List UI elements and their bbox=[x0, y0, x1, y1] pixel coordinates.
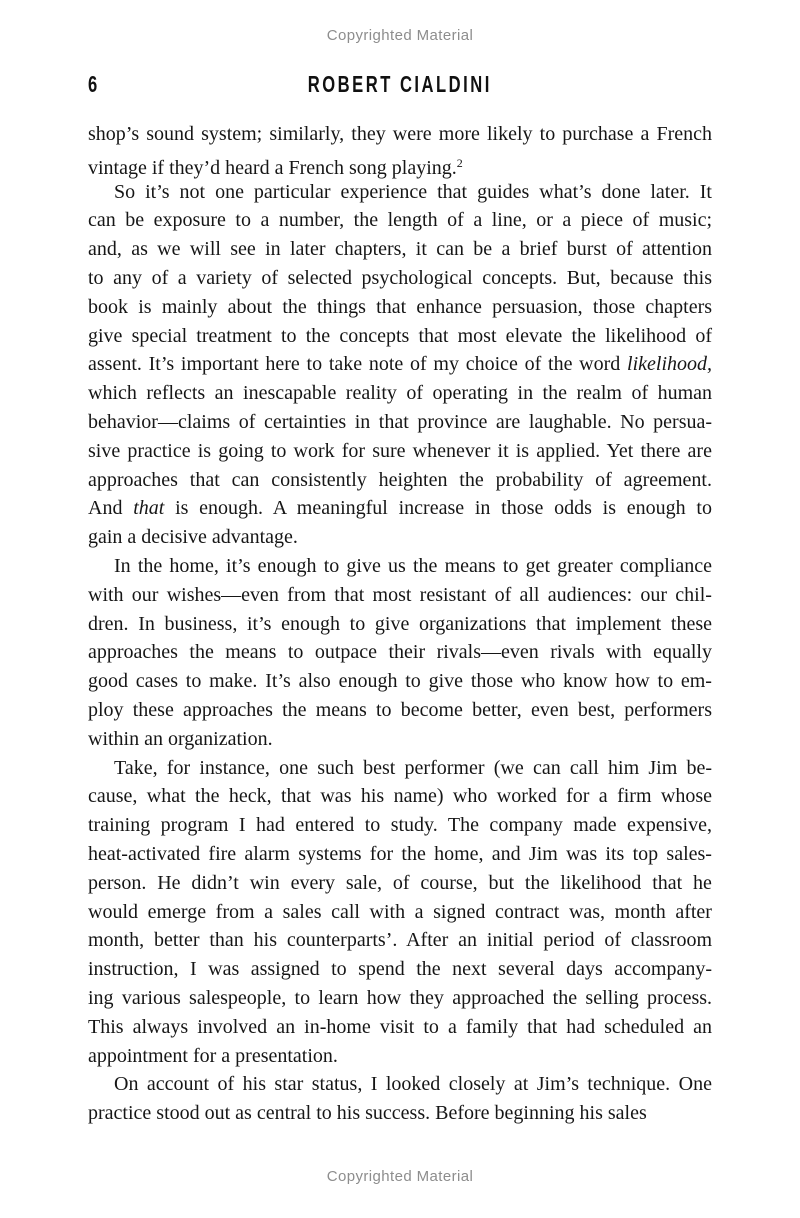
text-line bbox=[88, 178, 712, 207]
body-text bbox=[88, 120, 712, 1128]
text-line bbox=[88, 610, 712, 639]
text-line bbox=[88, 725, 712, 754]
text-line bbox=[88, 840, 712, 869]
text-line bbox=[88, 696, 712, 725]
text-segment: ploy these approaches the means to become better, even best, performers bbox=[88, 698, 713, 721]
text-segment: likelihood, bbox=[627, 353, 712, 376]
copyright-watermark-bottom: Copyrighted Material bbox=[326, 1168, 474, 1185]
text-segment: would emerge from a sales call with a signed contract was, month after bbox=[88, 900, 712, 923]
text-line bbox=[88, 581, 712, 610]
text-segment: appointment for a presentation. bbox=[88, 1044, 338, 1067]
text-line bbox=[88, 264, 712, 293]
text-line bbox=[88, 293, 712, 322]
page-header bbox=[88, 71, 712, 95]
text-segment: assent. It’s important here to take note of my choice of the word bbox=[88, 353, 628, 376]
text-segment: ing various salespeople, to learn how they approached the selling process. bbox=[88, 986, 713, 1009]
text-segment: So it’s not one particular experience that guides what’s done later. It bbox=[114, 180, 712, 203]
text-segment: gain a decisive advantage. bbox=[88, 526, 298, 549]
text-segment: training program I had entered to study. The company made expensive, bbox=[88, 814, 712, 837]
text-segment: can be exposure to a number, the length of a line, or a piece of music; bbox=[88, 209, 713, 232]
text-line bbox=[88, 408, 712, 437]
text-segment: is enough. A meaningful increase in those odds is enough to bbox=[164, 497, 712, 520]
text-segment: good cases to make. It’s also enough to give those who know how to em- bbox=[88, 670, 712, 693]
text-segment: month, better than his counterparts’. After an initial period of classroom bbox=[88, 929, 713, 952]
text-segment: approaches that can consistently heighten the probability of agreement. bbox=[88, 468, 712, 491]
text-segment: to any of a variety of selected psychological concepts. But, because this bbox=[88, 266, 712, 289]
text-segment: give special treatment to the concepts that most elevate the likelihood of bbox=[88, 324, 713, 347]
text-line bbox=[88, 350, 712, 379]
text-line bbox=[88, 235, 712, 264]
text-line bbox=[88, 523, 712, 552]
text-line bbox=[88, 955, 712, 984]
text-line bbox=[88, 149, 712, 178]
text-line bbox=[88, 811, 712, 840]
text-segment: On account of his star status, I looked closely at Jim’s technique. One bbox=[114, 1073, 712, 1096]
text-segment: sive practice is going to work for sure whenever it is applied. Yet there are bbox=[88, 439, 712, 462]
text-line bbox=[88, 206, 712, 235]
text-line bbox=[88, 494, 712, 523]
text-segment: And bbox=[88, 497, 134, 520]
text-segment: with our wishes—even from that most resistant of all audiences: our chil- bbox=[88, 583, 712, 606]
text-line bbox=[88, 379, 712, 408]
text-line bbox=[88, 322, 712, 351]
text-line bbox=[88, 466, 712, 495]
text-line bbox=[88, 1070, 712, 1099]
text-line bbox=[88, 926, 712, 955]
text-line bbox=[88, 667, 712, 696]
text-segment: person. He didn’t win every sale, of course, but the likelihood that he bbox=[88, 871, 712, 894]
text-segment: which reflects an inescapable reality of operating in the realm of human bbox=[88, 382, 713, 405]
page-number: 6 bbox=[88, 71, 98, 97]
text-segment: behavior—claims of certainties in that province are laughable. No persua- bbox=[88, 410, 713, 433]
text-segment: practice stood out as central to his success. Before beginning his sales bbox=[88, 1102, 647, 1125]
text-line bbox=[88, 1013, 712, 1042]
running-header-title: ROBERT CIALDINI bbox=[307, 71, 493, 97]
text-segment: vintage if they’d heard a French song playing. bbox=[88, 156, 457, 179]
text-segment: Take, for instance, one such best performer (we can call him Jim be- bbox=[114, 756, 713, 779]
text-segment: book is mainly about the things that enhance persuasion, those chapters bbox=[88, 295, 713, 318]
text-segment: In the home, it’s enough to give us the means to get greater compliance bbox=[114, 554, 713, 577]
text-segment: that bbox=[133, 497, 165, 520]
text-segment: instruction, I was assigned to spend the next several days accompany- bbox=[88, 958, 712, 981]
text-segment: and, as we will see in later chapters, it can be a brief burst of attention bbox=[88, 238, 713, 261]
text-line bbox=[88, 754, 712, 783]
text-line bbox=[88, 120, 712, 149]
text-segment: cause, what the heck, that was his name) who worked for a firm whose bbox=[88, 785, 712, 808]
text-line bbox=[88, 984, 712, 1013]
text-line bbox=[88, 1042, 712, 1071]
footnote-reference: 2 bbox=[456, 155, 463, 170]
text-segment: This always involved an in-home visit to a family that had scheduled an bbox=[88, 1015, 713, 1038]
text-line bbox=[88, 437, 712, 466]
copyright-watermark-top: Copyrighted Material bbox=[326, 27, 474, 44]
text-line bbox=[88, 898, 712, 927]
text-line bbox=[88, 552, 712, 581]
text-segment: shop’s sound system; similarly, they were more likely to purchase a French bbox=[88, 123, 713, 145]
text-line bbox=[88, 1099, 712, 1128]
text-line bbox=[88, 782, 712, 811]
text-line bbox=[88, 638, 712, 667]
text-line bbox=[88, 869, 712, 898]
text-segment: heat-activated fire alarm systems for the home, and Jim was its top sales- bbox=[88, 842, 712, 865]
text-segment: within an organization. bbox=[88, 727, 273, 750]
text-segment: approaches the means to outpace their rivals—even rivals with equally bbox=[88, 641, 712, 664]
text-segment: dren. In business, it’s enough to give organizations that implement these bbox=[88, 612, 713, 635]
